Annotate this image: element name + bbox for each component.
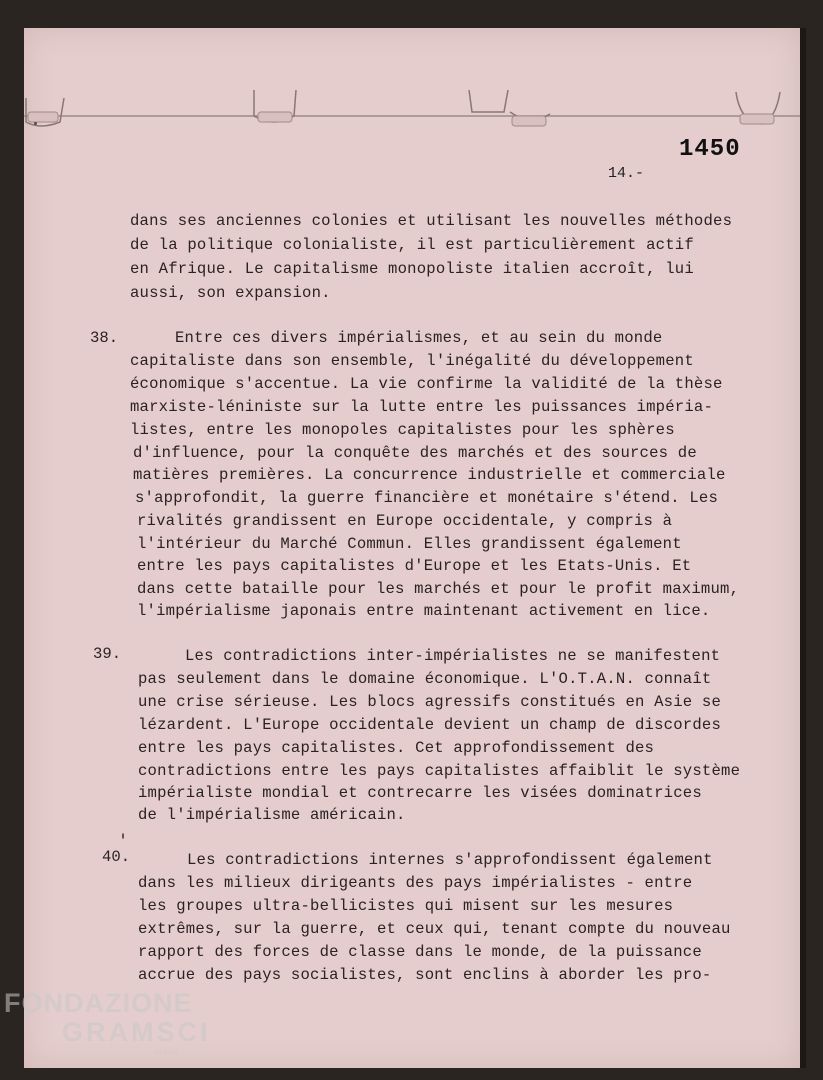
text-line: entre les pays capitalistes. Cet approfondissement des: [138, 739, 655, 757]
text-line: lézardent. L'Europe occidentale devient un champ de discordes: [138, 716, 722, 734]
paper-speck: [34, 122, 37, 125]
text-line: dans les milieux dirigeants des pays impérialistes - entre: [138, 874, 693, 892]
text-line: contradictions entre les pays capitalistes affaiblit le système: [138, 762, 741, 780]
text-line: rivalités grandissent en Europe occidentale, y compris à: [137, 512, 673, 530]
fondazione-gramsci-watermark: [4, 990, 211, 1058]
text-line: l'intérieur du Marché Commun. Elles grandissent également: [137, 535, 682, 553]
text-line: l'impérialisme japonais entre maintenant activement en lice.: [137, 602, 711, 620]
text-line: accrue des pays socialistes, sont enclins à aborder les pro-: [138, 966, 712, 984]
text-line: de l'impérialisme américain.: [138, 806, 406, 824]
text-line: capitaliste dans son ensemble, l'inégalité du développement: [130, 352, 694, 370]
text-line: Les contradictions internes s'approfondissent également: [187, 851, 713, 869]
text-line: économique s'accentue. La vie confirme la validité de la thèse: [130, 375, 723, 393]
watermark-line: onlus: [154, 1047, 178, 1058]
text-line: Les contradictions inter-impérialistes ne se manifestent: [185, 647, 721, 665]
archive-stamp-number: 1450: [679, 136, 741, 163]
text-line: dans cette bataille pour les marchés et pour le profit maximum,: [137, 580, 740, 598]
paragraph-number: 40.: [102, 848, 131, 866]
text-line: matières premières. La concurrence industrielle et commerciale: [133, 466, 726, 484]
page-number: 14.-: [608, 165, 645, 182]
binder-edge: [800, 28, 806, 1068]
watermark-line: GRAMSCI: [62, 1017, 211, 1047]
text-line: les groupes ultra-bellicistes qui misent sur les mesures: [138, 897, 674, 915]
binding-strip: [24, 78, 800, 138]
text-line: dans ses anciennes colonies et utilisant les nouvelles méthodes: [130, 212, 733, 230]
paragraph-number: 39.: [93, 645, 122, 663]
text-line: extrêmes, sur la guerre, et ceux qui, tenant compte du nouveau: [138, 920, 731, 938]
text-line: d'influence, pour la conquête des marchés et des sources de: [133, 444, 697, 462]
text-line: listes, entre les monopoles capitalistes pour les sphères: [130, 421, 675, 439]
text-line: une crise sérieuse. Les blocs agressifs constitués en Asie se: [138, 693, 722, 711]
text-line: s'approfondit, la guerre financière et monétaire s'étend. Les: [135, 489, 719, 507]
text-line: de la politique colonialiste, il est particulièrement actif: [130, 236, 694, 254]
text-line: pas seulement dans le domaine économique. L'O.T.A.N. connaît: [138, 670, 712, 688]
paragraph-number: 38.: [90, 329, 119, 347]
text-line: en Afrique. Le capitalisme monopoliste italien accroît, lui: [130, 260, 694, 278]
text-line: entre les pays capitalistes d'Europe et les Etats-Unis. Et: [137, 557, 692, 575]
paper-speck: [122, 833, 124, 839]
text-line: rapport des forces de classe dans le monde, de la puissance: [138, 943, 702, 961]
text-line: Entre ces divers impérialismes, et au sein du monde: [175, 329, 663, 347]
watermark-line: FONDAZIONE: [4, 988, 193, 1018]
text-line: aussi, son expansion.: [130, 284, 331, 302]
text-line: impérialiste mondial et contrecarre les visées dominatrices: [138, 784, 702, 802]
text-line: marxiste-léniniste sur la lutte entre les puissances impéria-: [130, 398, 714, 416]
